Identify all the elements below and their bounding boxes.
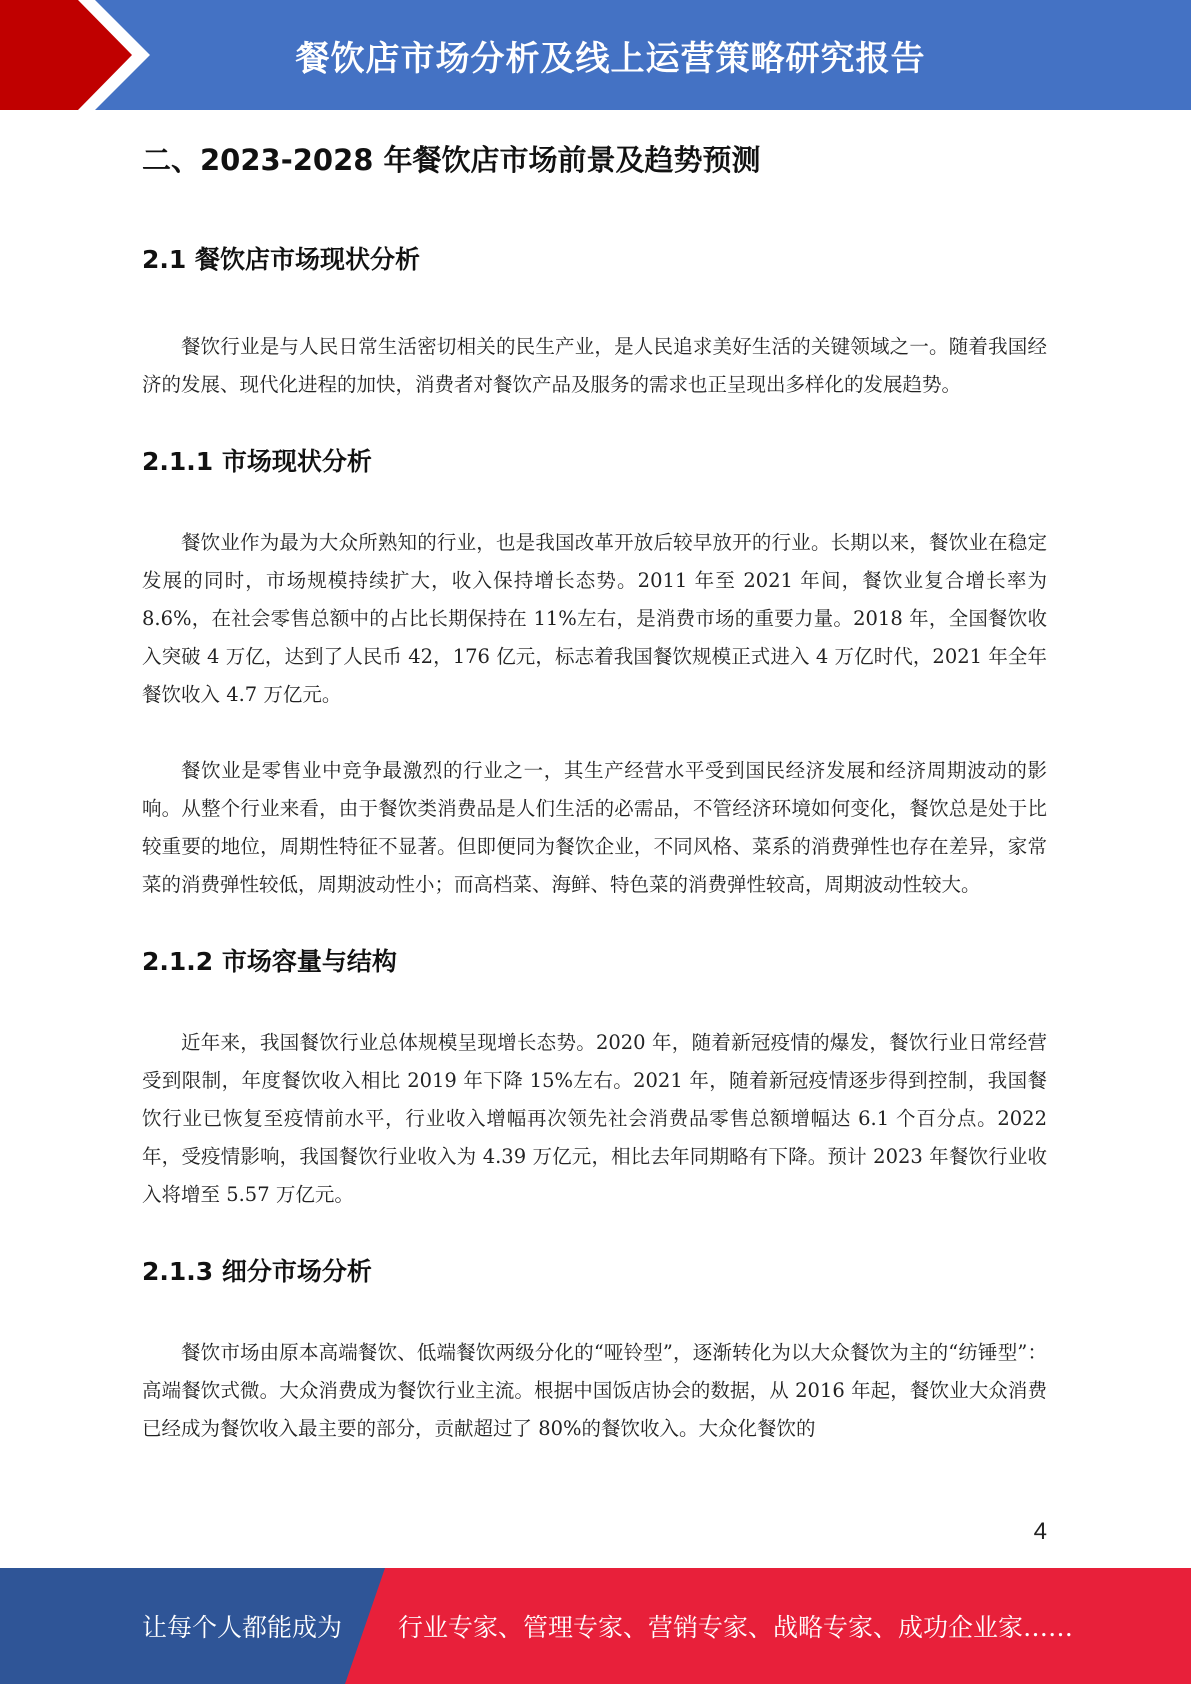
document-body bbox=[142, 140, 1047, 1448]
header-title: 餐饮店市场分析及线上运营策略研究报告 bbox=[295, 38, 926, 79]
subsection-title-2-1: 2.1 餐饮店市场现状分析 bbox=[142, 245, 420, 274]
paragraph-2-1-3: 餐饮市场由原本高端餐饮、低端餐饮两级分化的“哑铃型”，逐渐转化为以大众餐饮为主的“纺锤型”：高端餐饮式微。大众消费成为餐饮行业主流。根据中国饭店协会的数据，从 2016 年起，餐饮业大众消费已经成为餐饮收入最主要的部分，贡献超过了 80%的餐饮收入。大众化餐饮的 bbox=[142, 1341, 1047, 1440]
paragraph-intro: 餐饮行业是与人民日常生活密切相关的民生产业，是人民追求美好生活的关键领域之一。随着我国经济的发展、现代化进程的加快，消费者对餐饮产品及服务的需求也正呈现出多样化的发展趋势。 bbox=[142, 335, 1047, 396]
footer-slogan-left: 让每个人都能成为 bbox=[142, 1613, 343, 1642]
paragraph-2-1-1-b: 餐饮业是零售业中竞争最激烈的行业之一，其生产经营水平受到国民经济发展和经济周期波动的影响。从整个行业来看，由于餐饮类消费品是人们生活的必需品，不管经济环境如何变化，餐饮总是处于比较重要的地位，周期性特征不显著。但即便同为餐饮企业，不同风格、菜系的消费弹性也存在差异，家常菜的消费弹性较低，周期波动性小；而高档菜、海鲜、特色菜的消费弹性较高，周期波动性较大。 bbox=[142, 759, 1047, 896]
subsection-title-2-1-3: 2.1.3 细分市场分析 bbox=[142, 1257, 372, 1286]
page-number: 4 bbox=[1033, 1518, 1047, 1545]
paragraph-2-1-1-a: 餐饮业作为最为大众所熟知的行业，也是我国改革开放后较早放开的行业。长期以来，餐饮业在稳定发展的同时，市场规模持续扩大，收入保持增长态势。2011 年至 2021 年间，餐饮业复合增长率为 8.6%，在社会零售总额中的占比长期保持在 11%左右，是消费市场的重要力量。2018 年，全国餐饮收入突破 4 万亿，达到了人民币 42，176 亿元，标志着我国餐饮规模正式进入 4 万亿时代，2021 年全年餐饮收入 4.7 万亿元。 bbox=[142, 531, 1047, 706]
footer-band bbox=[0, 1568, 1191, 1684]
footer-slogan-right: 行业专家、管理专家、营销专家、战略专家、成功企业家…… bbox=[398, 1613, 1074, 1642]
paragraph-2-1-2: 近年来，我国餐饮行业总体规模呈现增长态势。2020 年，随着新冠疫情的爆发，餐饮行业日常经营受到限制，年度餐饮收入相比 2019 年下降 15%左右。2021 年，随着新冠疫情逐步得到控制，我国餐饮行业已恢复至疫情前水平，行业收入增幅再次领先社会消费品零售总额增幅达 6.1 个百分点。2022 年，受疫情影响，我国餐饮行业收入为 4.39 万亿元，相比去年同期略有下降。预计 2023 年餐饮行业收入将增至 5.57 万亿元。 bbox=[142, 1031, 1047, 1206]
subsection-title-2-1-2: 2.1.2 市场容量与结构 bbox=[142, 947, 397, 976]
section-title: 二、2023-2028 年餐饮店市场前景及趋势预测 bbox=[142, 143, 761, 177]
header-arrow-graphic bbox=[0, 0, 150, 110]
subsection-title-2-1-1: 2.1.1 市场现状分析 bbox=[142, 447, 372, 476]
header-band bbox=[0, 0, 1191, 110]
